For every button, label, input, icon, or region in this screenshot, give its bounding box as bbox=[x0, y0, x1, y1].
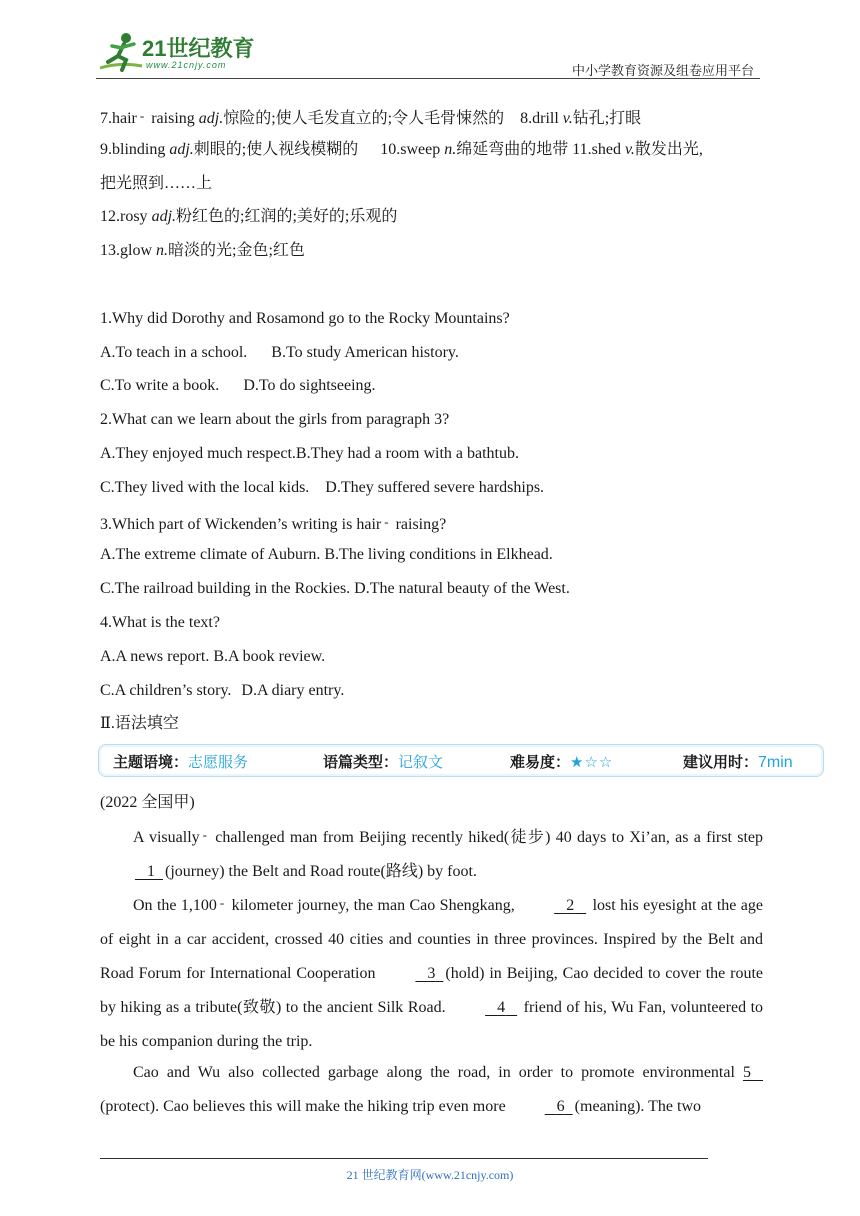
difficulty-field: 难易度：★☆☆ bbox=[510, 753, 614, 771]
passage-paragraph-3: Cao and Wu also collected garbage along the road, in order to promote environmental 5 (protect). Cao believes this will make the hiking trip even more 6 (meaning). The two bbox=[100, 1056, 763, 1124]
question-1-options-ab bbox=[100, 343, 459, 363]
site-logo[interactable] bbox=[96, 30, 266, 78]
option[interactable]: D.The natural beauty of the West. bbox=[354, 580, 570, 597]
blank-1[interactable]: 1 bbox=[147, 863, 155, 880]
runner-icon bbox=[96, 32, 144, 76]
question-4-options-cd bbox=[100, 681, 344, 701]
passage-paragraph-1: A visually - challenged man from Beijing recently hiked(徒步) 40 days to Xi’an, as a first step 1 (journey) the Belt and Road route(路线) by foot. bbox=[100, 818, 763, 889]
question-2-options-cd bbox=[100, 478, 544, 498]
option[interactable]: D.A diary entry. bbox=[241, 682, 345, 699]
text-type-field: 语篇类型：记叙文 bbox=[323, 753, 444, 771]
option[interactable]: A.The extreme climate of Auburn. bbox=[100, 546, 321, 563]
blank-5[interactable]: 5 bbox=[743, 1064, 752, 1081]
question-4-options-ab[interactable]: A.A news report. B.A book review. bbox=[100, 648, 326, 665]
vocab-line-13: 13.glow n.暗淡的光;金色;红色 bbox=[100, 242, 305, 259]
platform-name: 中小学教育资源及组卷应用平台 bbox=[571, 64, 754, 79]
footer-divider bbox=[100, 1158, 708, 1159]
question-4: 4.What is the text? bbox=[100, 614, 220, 631]
vocab-line-9-11: 9.blinding adj.刺眼的;使人视线模糊的 10.sweep n.绵延弯曲的地带 11.shed v.散发出光, bbox=[100, 141, 703, 158]
option[interactable]: D.To do sightseeing. bbox=[243, 377, 376, 394]
vocab-definition: 惊险的;使人毛发直立的;令人毛骨悚然的 bbox=[223, 110, 505, 127]
option[interactable]: C.They lived with the local kids. bbox=[100, 479, 310, 496]
header-divider bbox=[96, 78, 760, 79]
question-3-options-ab bbox=[100, 545, 553, 565]
blank-6[interactable]: 6 bbox=[556, 1098, 565, 1115]
option[interactable]: D.They suffered severe hardships. bbox=[325, 479, 545, 496]
option[interactable]: B.To study American history. bbox=[271, 344, 459, 361]
question-3-options-cd bbox=[100, 579, 570, 599]
vocab-line-11-cont: 把光照到……上 bbox=[100, 175, 213, 192]
vocab-line-12: 12.rosy adj.粉红色的;红润的;美好的;乐观的 bbox=[100, 208, 398, 225]
option[interactable]: C.The railroad building in the Rockies. bbox=[100, 580, 351, 597]
page-header bbox=[96, 30, 760, 78]
option[interactable]: B.The living conditions in Elkhead. bbox=[324, 546, 553, 563]
blank-4[interactable]: 4 bbox=[497, 999, 506, 1016]
option[interactable]: C.A children’s story. bbox=[100, 682, 232, 699]
logo-text: 21世纪教育 bbox=[142, 36, 255, 61]
question-2: 2.What can we learn about the girls from paragraph 3? bbox=[100, 411, 450, 428]
blank-2[interactable]: 2 bbox=[566, 897, 575, 914]
question-2-options-ab[interactable]: A.They enjoyed much respect.B.They had a room with a bathtub. bbox=[100, 445, 519, 462]
passage-info-bar bbox=[98, 744, 824, 777]
time-field: 建议用时：7min bbox=[683, 753, 793, 771]
question-3: 3.Which part of Wickenden’s writing is hair - raising? bbox=[100, 514, 447, 533]
question-1-options-cd bbox=[100, 376, 376, 396]
logo-url: www.21cnjy.com bbox=[146, 60, 227, 70]
page-footer[interactable]: 21 世纪教育网(www.21cnjy.com) bbox=[346, 1168, 514, 1182]
passage-paragraph-2: On the 1,100 - kilometer journey, the man Cao Shengkang, 2 lost his eyesight at the age of eight in a car accident, crossed 40 cities and counties in three provinces. Inspired by the Belt and Road Forum for International Cooperation 3 (hold) in Beijing, Cao decided to cover the route by hiking as a tribute(致敬) to the ancient Silk Road. 4 friend of his, Wu Fan, volunteered to be his companion during the trip. bbox=[100, 886, 763, 1059]
question-1: 1.Why did Dorothy and Rosamond go to the Rocky Mountains? bbox=[100, 310, 510, 327]
option[interactable]: A.To teach in a school. bbox=[100, 344, 248, 361]
theme-field: 主题语境：志愿服务 bbox=[113, 753, 249, 771]
vocab-line-7-8: 7.hair - raising adj.惊险的;使人毛发直立的;令人毛骨悚然的 8.drill v.钻孔;打眼 bbox=[100, 108, 642, 127]
vocab-word: 7.hair bbox=[100, 110, 137, 127]
passage-source: (2022 全国甲) bbox=[100, 794, 195, 811]
option[interactable]: C.To write a book. bbox=[100, 377, 220, 394]
section-title: Ⅱ.语法填空 bbox=[100, 715, 179, 732]
difficulty-stars-icon: ★☆☆ bbox=[570, 753, 614, 771]
blank-3[interactable]: 3 bbox=[427, 965, 436, 982]
